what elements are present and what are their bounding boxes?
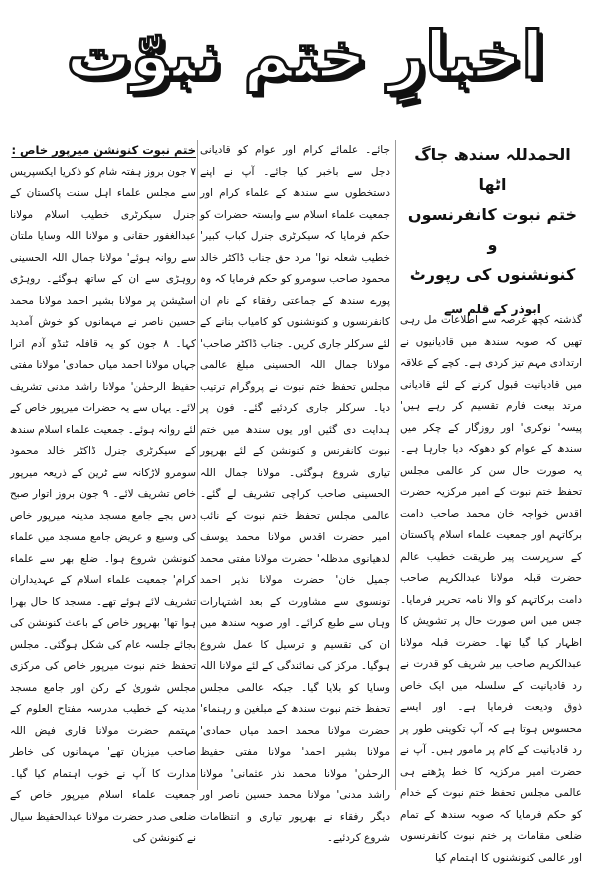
column-divider xyxy=(395,140,396,790)
paragraph: جائے۔ علمائے کرام اور عوام کو قادیانی دجل سے باخبر کیا جائے۔ آپ نے اپنے دستخطوں سے سندھ کے علماء کرام اور جمعیت علماء اسلام سے وابستہ حضرات کو حکم فرمایا کہ سیکرٹری جنرل کباب کبیر' خطیب شعلہ نوا' مرد حق جناب ڈاکٹر خالد محمود صاحب سومرو کو حکم فرمایا کہ وہ پورے سندھ کے جماعتی رفقاء کے نام ان کانفرنسوں و کنونشنوں کو کامیاب بنانے کے لئے سرکلر جاری کریں۔ جناب ڈاکٹر صاحب' مولانا جمال اللہ الحسینی مبلغ عالمی مجلس تحفظ ختم نبوت نے پروگرام ترتیب دیا۔ سرکلر جاری کردئیے گئے۔ فون پر ہدایت دی گئیں اور یوں سندھ میں ختم نبوت کانفرنس و کنونشن کے لئے بھرپور تیاری شروع ہوگئی۔ مولانا جمال اللہ الحسینی صاحب کراچی تشریف لے گئے۔ عالمی مجلس تحفظ ختم نبوت کے نائب امیر حضرت اقدس مولانا محمد یوسف لدھیانوی مدظلہ' حضرت مولانا مفتی محمد جمیل خان' حضرت مولانا نذیر احمد تونسوی سے مشاورت کے بعد اشتہارات وہاں سے طبع کرائے۔ اور صوبہ سندھ میں ان کی تقسیم و ترسیل کا عمل شروع ہوگیا۔ مرکز کی نمائندگی کے لئے مولانا اللہ وسایا کو بلایا گیا۔ جبکہ عالمی مجلس تحفظ ختم نبوت سندھ کے مبلغین و رہنماء' حضرت مولانا محمد احمد میاں حمادی' مولانا بشیر احمد' مولانا مفتی حفیظ الرحمٰن' مولانا محمد نذر عثمانی' مولانا راشد مدنی' مولانا محمد حسین ناصر اور دیگر رفقاء نے بھرپور تیاری و انتظامات شروع کردئیے۔ xyxy=(200,144,390,844)
middle-column-text xyxy=(200,140,390,844)
headline-line: ختم نبوت کانفرنسوں و xyxy=(407,205,578,254)
masthead-title: اخبارِ ختم نبوّت xyxy=(66,18,544,93)
paragraph: ۷ جون بروز ہفتہ شام کو ذکریا ایکسپریس سے مجلس علماء اہل سنت پاکستان کے جنرل سیکرٹری خطیب اسلام مولانا عبدالغفور حقانی و مولانا اللہ وسایا ملتان سے روانہ ہوئے' مولانا جمال اللہ الحسینی روہڑی سے ان کے ساتھ ہوگئے۔ روہڑی اسٹیشن پر مولانا بشیر احمد مولانا محمد حسین ناصر نے مہمانوں کو خوش آمدید کہا۔ ۸ جون کو یہ قافلہ ٹنڈو آدم اترا جہاں مولانا احمد میاں حمادی' مولانا مفتی حفیظ الرحمٰن' مولانا راشد مدنی تشریف لائے۔ یہاں سے یہ حضرات میرپور خاص کے لئے روانہ ہوئے۔ جمعیت علماء اسلام سندھ کے سیکرٹری جنرل ڈاکٹر خالد محمود سومرو لاڑکانہ سے ٹرین کے ذریعہ میرپور خاص تشریف لائے۔ ۹ جون بروز اتوار صبح دس بجے جامع مسجد مدینہ میرپور خاص کی وسیع و عریض جامع مسجد میں علماء کنونشن شروع ہوا۔ ضلع بھر سے علماء کرام' جمعیت علماء اسلام کے عہدیداران تشریف لائے ہوئے تھے۔ مسجد کا حال بھرا ہوا تھا' بھرپور خاص کے باعث کنونشن کی بجائے جلسہ عام کی شکل ہوگئی۔ مجلس تحفظ ختم نبوت میرپور خاص کی مرکزی مجلس شوریٰ کے رکن اور جامع مسجد مدینہ کے خطیب مدرسہ مفتاح العلوم کے مہتمم حضرت مولانا قاری فیض اللہ صاحب میزبان تھے' مہمانوں کی خاطر مدارت کا آپ نے خوب اہتمام کیا گیا۔ جمعیت علماء اسلام میرپور خاص کے ضلعی صدر حضرت مولانا عبدالحفیظ سیال نے کنونشن کی xyxy=(10,165,197,844)
headline-line: کنونشنوں کی رپورٹ xyxy=(409,265,576,284)
section-title: ختم نبوت کنونشن میرپور خاص : xyxy=(11,143,196,157)
article-headline xyxy=(405,140,580,324)
headline-line: الحمدللہ سندھ جاگ اٹھا xyxy=(414,145,571,194)
byline: ابوذر کے قلم سے xyxy=(444,302,541,316)
masthead xyxy=(66,8,544,103)
right-column-text xyxy=(400,310,582,864)
left-column-text xyxy=(10,140,197,844)
column-divider xyxy=(197,140,198,790)
paragraph: گذشتہ کچھ عرصہ سے اطلاعات مل رہی تھیں کہ صوبہ سندھ میں قادیانیوں نے ارتدادی مہم تیز کردی ہے۔ کچے کے علاقہ میں قادیانیت قبول کرنے کے لئے قادیانی مرتد بیعت فارم تقسیم کر رہے ہیں' پیسہ' نوکری' اور روزگار کے چکر میں سندھ کے عوام کو دھوکہ دیا جارہا ہے۔ یہ صورت حال سن کر عالمی مجلس تحفظ ختم نبوت کے امیر مرکزیہ حضرت اقدس خواجہ خان محمد صاحب دامت برکاتہم اور جمعیت علماء اسلام پاکستان کے سرپرست پیر طریقت خطیب عالم حضرت قبلہ مولانا عبدالکریم صاحب دامت برکاتہم کو والا نامہ تحریر فرمایا۔ جس میں اس صورت حال پر تشویش کا اظہار کیا گیا تھا۔ حضرت قبلہ مولانا عبدالکریم صاحب بیر شریف کو قدرت نے رد قادیانیت کے سلسلہ میں ایک خاص ذوق ودیعت فرمایا ہے۔ اور ایسے محسوس ہوتا ہے کہ آپ تکوینی طور پر رد قادیانیت کے کام پر مامور ہیں۔ آپ نے حضرت امیر مرکزیہ کا خط پڑھتے ہی عالمی مجلس تحفظ ختم نبوت کے خدام کو حکم فرمایا کہ صوبہ سندھ کے تمام ضلعی مقامات پر ختم نبوت کانفرنسوں اور عالمی کنونشنوں کا اہتمام کیا xyxy=(400,314,582,864)
